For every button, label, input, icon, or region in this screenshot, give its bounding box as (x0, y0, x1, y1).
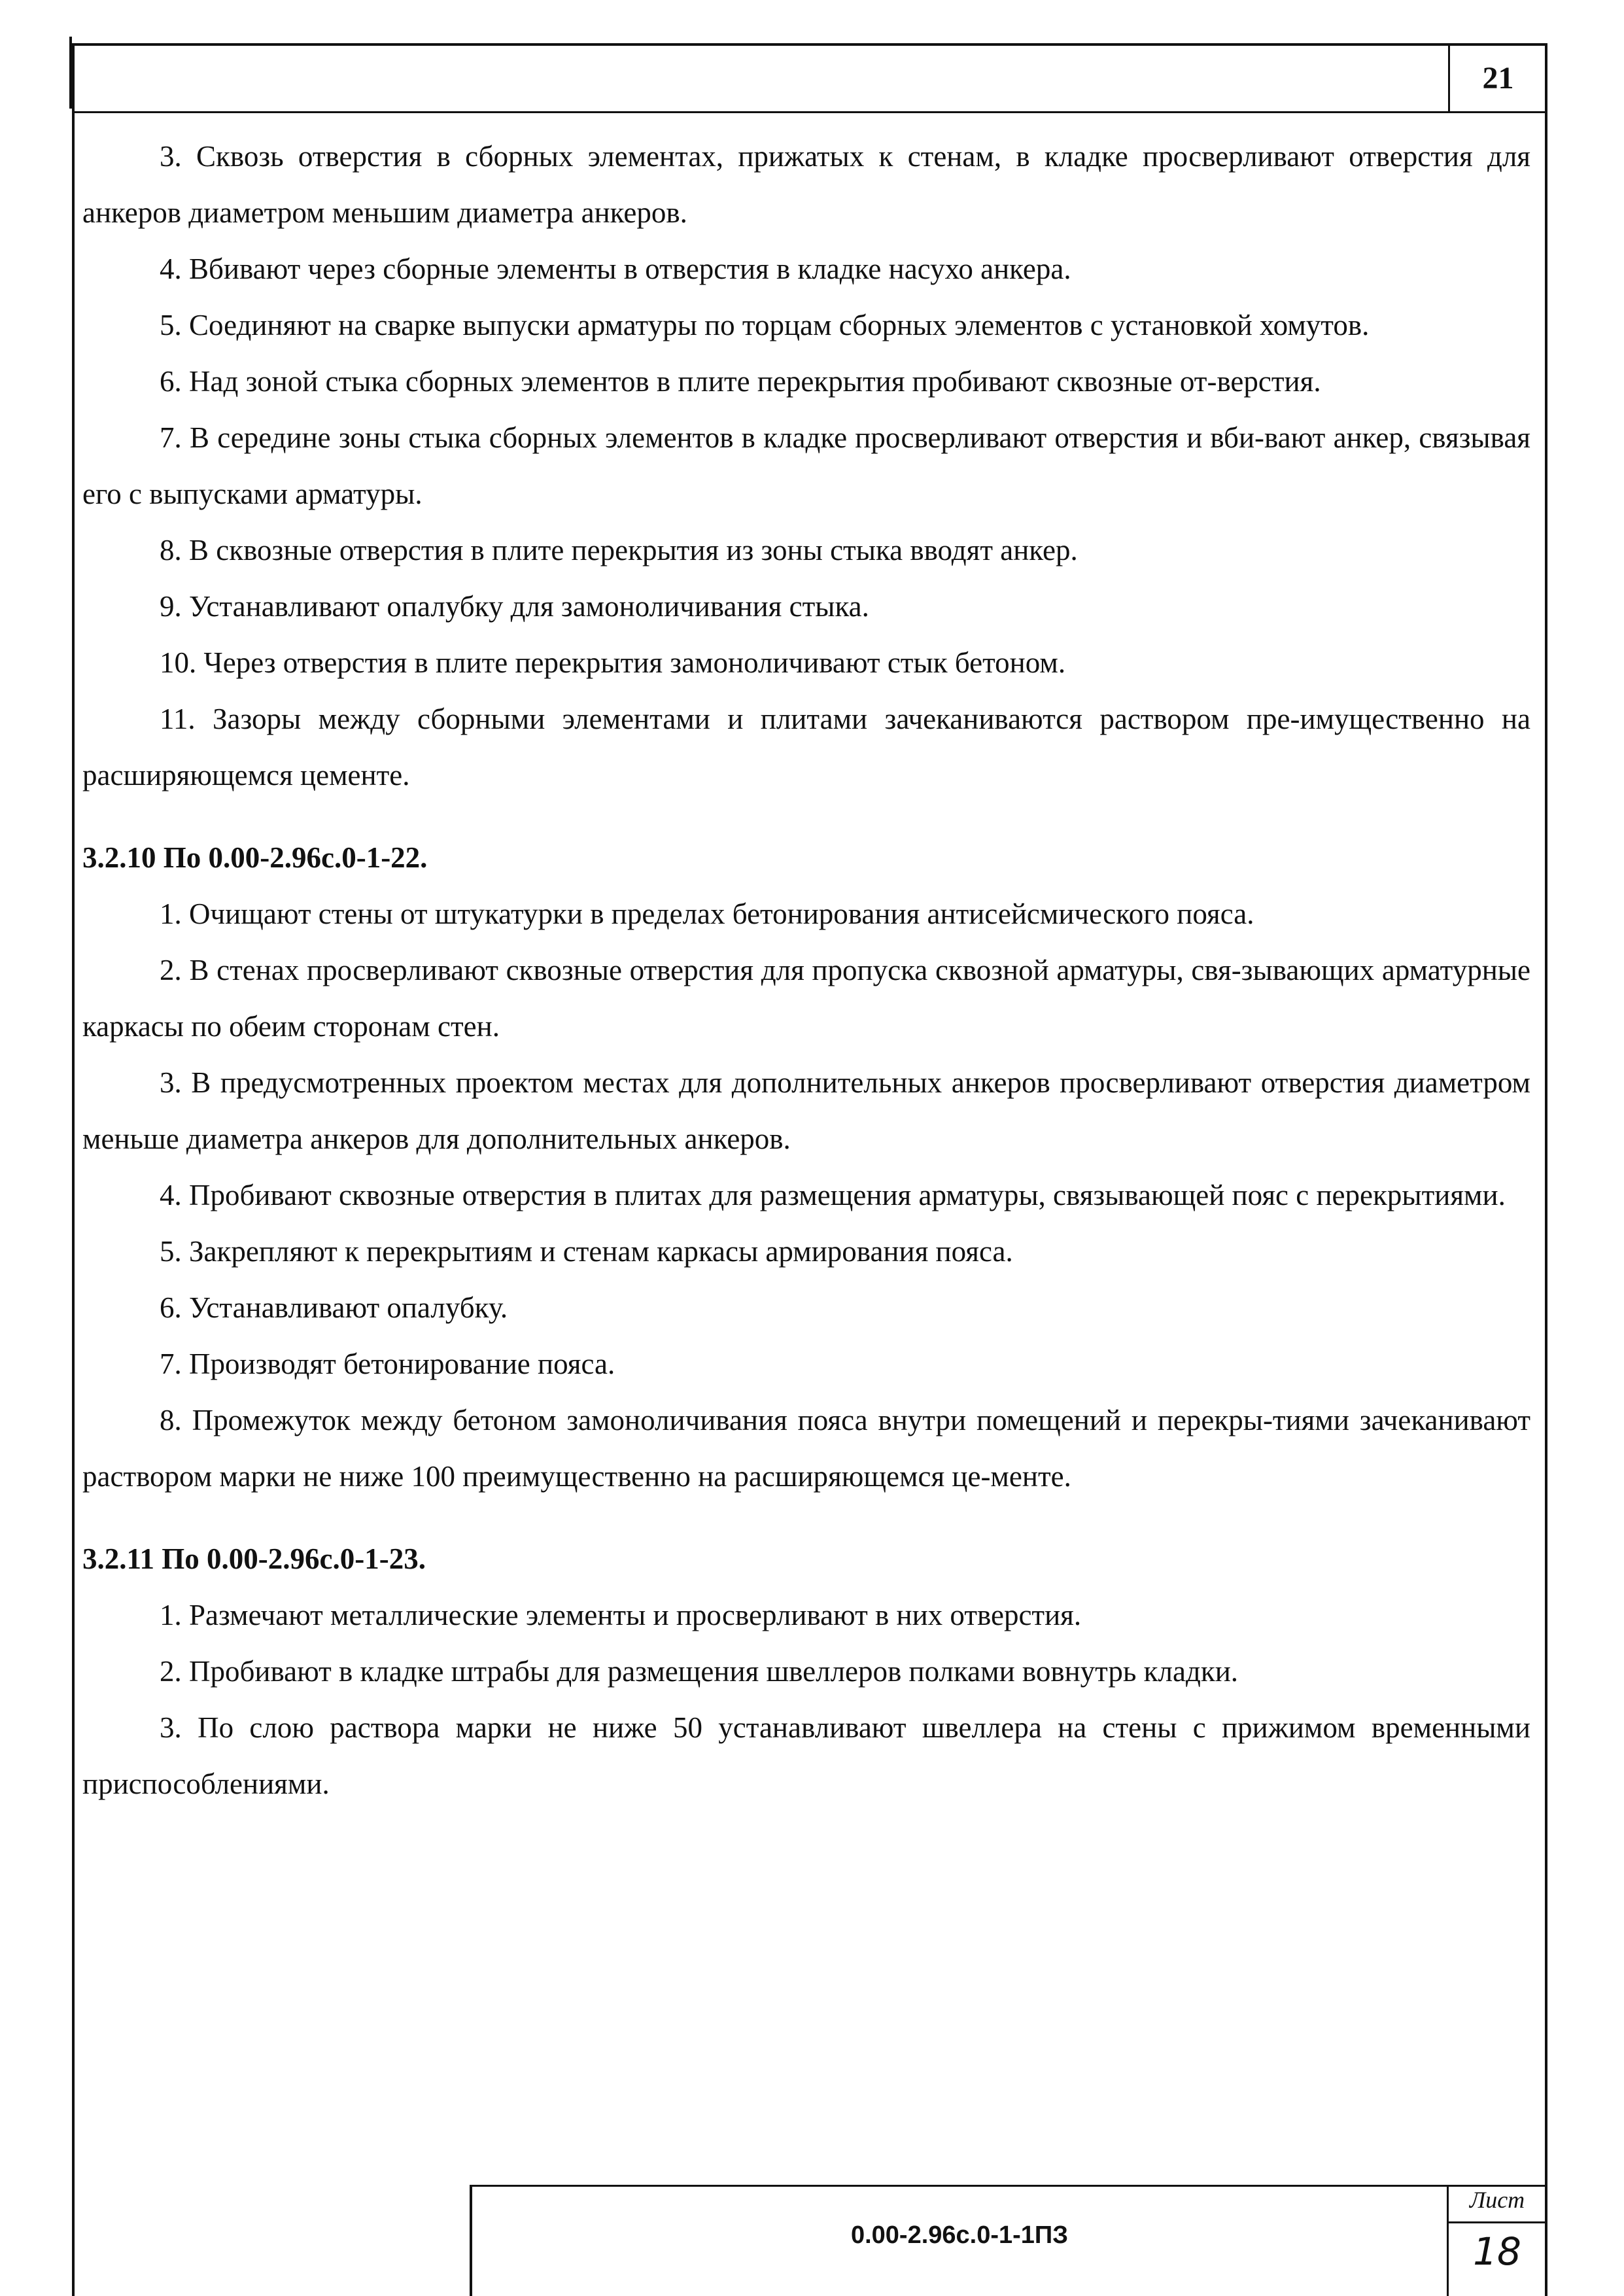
list-item: 8. Промежуток между бетоном замоноличивания пояса внутри помещений и перекры-тиями зачеканивают раствором марки не ниже 100 преимущественно на расширяющемся це-менте. (82, 1404, 1530, 1493)
header-divider (75, 111, 1546, 113)
list-item: 2. Пробивают в кладке штрабы для размещения швеллеров полками вовнутрь кладки. (160, 1655, 1239, 1688)
list-item: 3. Сквозь отверстия в сборных элементах, прижатых к стенам, в кладке просверливают отверстия для анкеров диаметром меньшим диаметра анкеров. (82, 140, 1530, 229)
frame-right-border (1545, 43, 1547, 2296)
list-item: 8. В сквозные отверстия в плите перекрытия из зоны стыка вводят анкер. (160, 534, 1078, 566)
list-item: 3. В предусмотренных проектом местах для дополнительных анкеров просверливают отверстия диаметром меньше диаметра анкеров для дополнительных анкеров. (82, 1066, 1530, 1155)
list-item: 7. В середине зоны стыка сборных элементов в кладке просверливают отверстия и вби-вают анкер, связывая его с выпусками арматуры. (82, 421, 1530, 510)
list-item: 4. Вбивают через сборные элементы в отверстия в кладке насухо анкера. (160, 252, 1071, 285)
list-item: 4. Пробивают сквозные отверстия в плитах для размещения арматуры, связывающей пояс с перекрытиями. (160, 1179, 1506, 1211)
list-item: 3. По слою раствора марки не ниже 50 устанавливают швеллера на стены с прижимом временными приспособлениями. (82, 1711, 1530, 1800)
list-item: 1. Очищают стены от штукатурки в пределах бетонирования антисейсмического пояса. (160, 897, 1254, 930)
sheet-label: Лист (1469, 2187, 1525, 2213)
list-item: 2. В стенах просверливают сквозные отверстия для пропуска сквозной арматуры, свя-зывающих арматурные каркасы по обеим сторонам стен. (82, 954, 1530, 1043)
list-item: 6. Над зоной стыка сборных элементов в плите перекрытия пробивают сквозные от-верстия. (160, 365, 1321, 398)
list-item: 1. Размечают металлические элементы и просверливают в них отверстия. (160, 1599, 1082, 1631)
document-code: 0.00-2.96с.0-1-1ПЗ (850, 2221, 1069, 2249)
list-item: 5. Соединяют на сварке выпуски арматуры по торцам сборных элементов с установкой хомутов. (160, 309, 1370, 341)
frame-left-border (72, 43, 75, 2296)
sheet-number: 18 (1473, 2229, 1521, 2274)
document-body (82, 128, 1530, 1812)
list-item: 7. Производят бетонирование пояса. (160, 1348, 615, 1380)
list-item: 5. Закрепляют к перекрытиям и стенам каркасы армирования пояса. (160, 1235, 1013, 1268)
list-item: 11. Зазоры между сборными элементами и плитами зачеканиваются раствором пре-имущественно на расширяющемся цементе. (82, 703, 1530, 791)
list-item: 6. Устанавливают опалубку. (160, 1291, 508, 1324)
sheet-cell-divider (1448, 2221, 1546, 2223)
section-heading-3-2-11: 3.2.11 По 0.00-2.96с.0-1-23. (82, 1542, 426, 1575)
section-heading-3-2-10: 3.2.10 По 0.00-2.96с.0-1-22. (82, 841, 428, 874)
frame-top-border (73, 43, 1547, 46)
list-item: 10. Через отверстия в плите перекрытия замоноличивают стык бетоном. (160, 646, 1066, 679)
title-block-top-border (471, 2185, 1547, 2187)
list-item: 9. Устанавливают опалубку для замоноличивания стыка. (160, 590, 869, 623)
page-number: 21 (1448, 43, 1546, 113)
